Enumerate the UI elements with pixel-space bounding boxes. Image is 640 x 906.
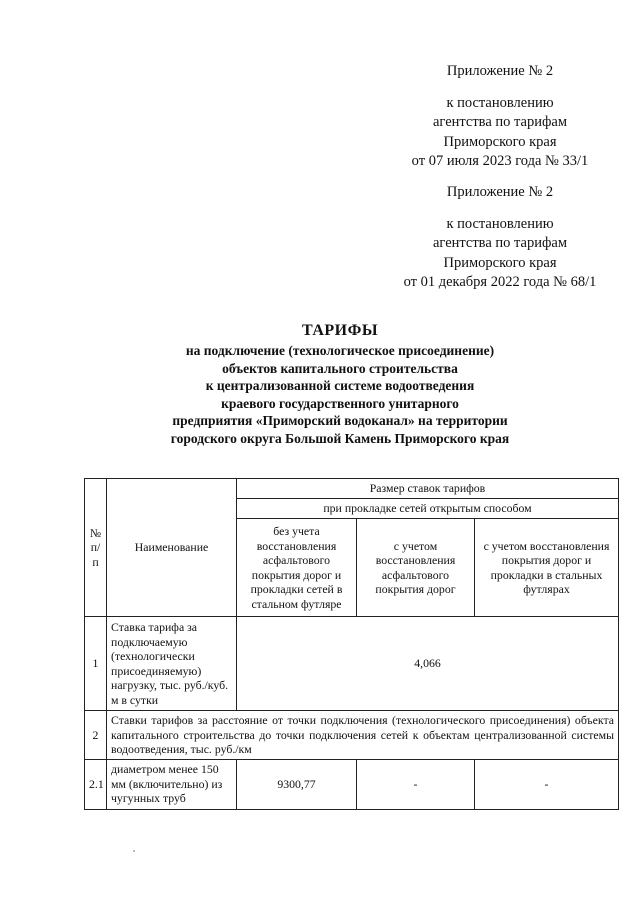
row-name: Ставка тарифа за подключаемую (технологически присоединяемую) нагрузку, тыс. руб./куб. м в сутки [107,617,237,711]
row-description: Ставки тарифов за расстояние от точки подключения (технологического присоединения) объекта капитального строительства до точки подключения сетей к объектам централизованной системы водоотведения, тыс. руб./км [107,711,619,760]
heading-line: к централизованной системе водоотведения [205,378,475,394]
appendix-block-current [380,62,620,172]
appendix-line: к постановлению [446,215,554,232]
heading-line: предприятия «Приморский водоканал» на территории [172,413,508,429]
row-number: 2.1 [85,759,107,809]
header-col-with-asphalt-restoration: с учетом восстановления асфальтового покрытия дорог [357,519,475,617]
header-rates-size: Размер ставок тарифов [237,479,619,499]
appendix-line: агентства по тарифам [433,114,567,130]
heading-line: краевого государственного унитарного [221,395,459,411]
header-number: № п/п [85,479,107,617]
appendix-title: Приложение № 2 [446,184,554,200]
appendix-title: Приложение № 2 [446,63,554,79]
row-name: диаметром менее 150 мм (включительно) из чугунных труб [107,759,237,809]
appendix-line: Приморского края [443,254,557,271]
row-value-col-b: - [357,759,475,809]
heading-line: городского округа Большой Камень Приморского края [170,430,510,446]
appendix-line: агентства по тарифам [433,235,567,251]
tariffs-table [84,478,619,810]
document-title: ТАРИФЫ [301,322,379,339]
table-row [85,617,619,711]
heading-line: на подключение (технологическое присоединение) [185,343,495,358]
row-value-col-a: 9300,77 [237,759,357,809]
table-row [85,759,619,809]
appendix-line: к постановлению [446,94,554,111]
scan-speck [133,850,135,852]
header-name: Наименование [107,479,237,617]
row-value-col-c: - [475,759,619,809]
appendix-date-line: от 07 июля 2023 года № 33/1 [411,153,589,169]
document-heading [110,320,570,448]
row-number: 2 [85,711,107,760]
row-number: 1 [85,617,107,711]
header-col-with-restoration-and-casing: с учетом восстановления покрытия дорог и прокладки в стальных футлярах [475,519,619,617]
header-col-without-restoration: без учета восстановления асфальтового покрытия дорог и прокладки сетей в стальном футляре [237,519,357,617]
row-value: 4,066 [237,617,619,711]
header-open-method: при прокладке сетей открытым способом [237,499,619,519]
appendix-line: Приморского края [443,133,557,150]
appendix-block-previous [380,183,620,293]
table-row [85,711,619,760]
heading-line: объектов капитального строительства [222,360,458,376]
appendix-date-line: от 01 декабря 2022 года № 68/1 [403,274,597,290]
